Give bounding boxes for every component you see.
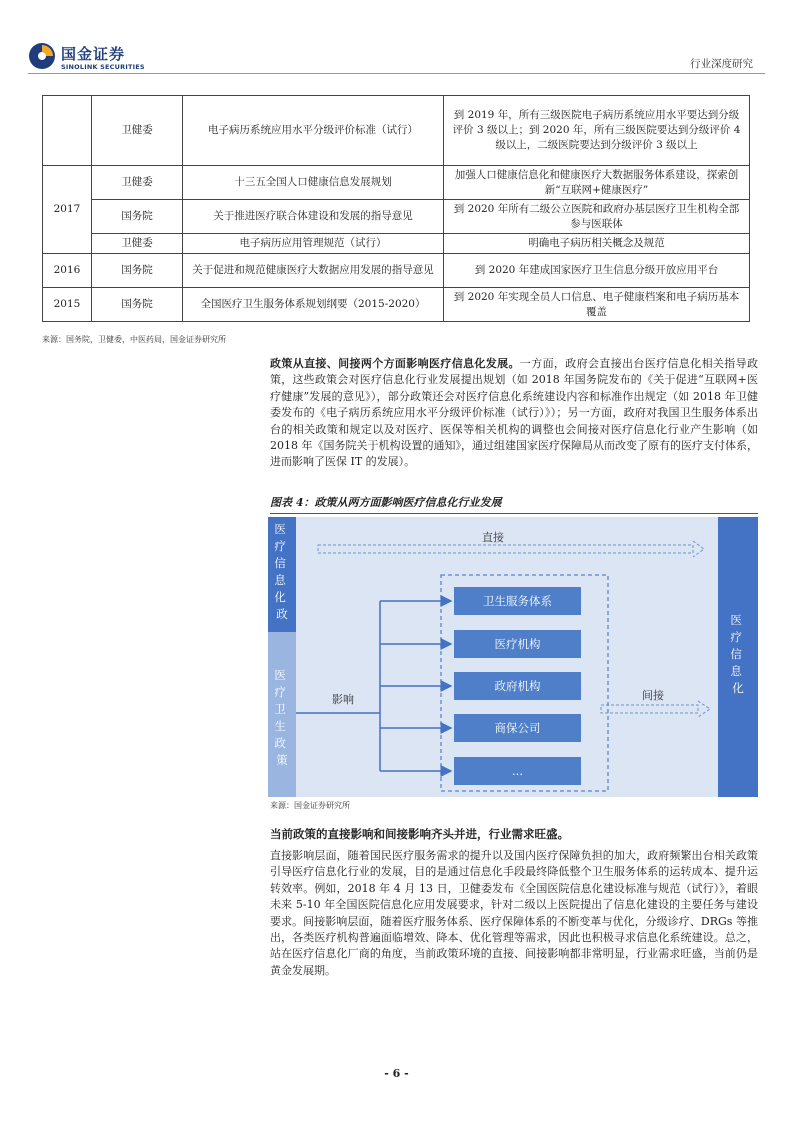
entity-label: 医疗机构: [494, 637, 541, 651]
figure-source: 来源：国金证券研究所: [270, 801, 350, 810]
page-number: - 6 -: [384, 1067, 409, 1080]
right-label: [730, 613, 745, 695]
left-bottom-char: 策: [276, 753, 288, 767]
table-row: [43, 234, 750, 254]
doc-cell: 十三五全国人口健康信息发展规划: [183, 166, 444, 200]
logo-text-en: SINOLINK SECURITIES: [61, 63, 145, 71]
left-top-char: 政: [276, 607, 288, 621]
year-cell: 2017: [43, 166, 92, 254]
logo-text-cn: 国金证券: [61, 45, 126, 63]
year-cell: [43, 96, 92, 166]
entity-label: 政府机构: [494, 679, 541, 693]
year-cell: 2016: [43, 254, 92, 288]
company-logo: [28, 42, 178, 76]
entity-label: 卫生服务体系: [483, 594, 552, 608]
indirect-label: 间接: [642, 689, 664, 702]
table-row: [43, 288, 750, 322]
org-cell: 国务院: [92, 288, 183, 322]
policy-table: [42, 95, 750, 322]
left-bottom-char: 卫: [274, 702, 286, 716]
target-cell: 加强人口健康信息化和健康医疗大数据服务体系建设，探索创新“互联网+健康医疗”: [444, 166, 750, 200]
right-char: 信: [730, 647, 742, 661]
org-cell: 卫健委: [92, 166, 183, 200]
policy-influence-diagram: [268, 517, 758, 797]
section-heading: 当前政策的直接影响和间接影响齐头并进，行业需求旺盛。: [270, 827, 569, 841]
doc-cell: 关于促进和规范健康医疗大数据应用发展的指导意见: [183, 254, 444, 288]
paragraph-text: 一方面，政府会直接出台医疗信息化相关指导政策，这些政策会对医疗信息化行业发展提出规划（如 2018 年国务院发布的《关于促进“互联网+医疗健康”发展的意见》），部分政策还会对医疗信息化系统建设内容和标准作出规定（如 2018 年卫健委发布的《电子病历系统应用水平分级评价标准（试行）》）；另一方面，政府对我国卫生服务体系出台的相关政策和规定以及对医疗、医保等相关机构的调整也会间接对医疗信息化行业产生影响（如 2018 年《国务院关于机构设置的通知》，通过组建国家医疗保障局从而改变了原有的医疗支付体系，进而影响了医保 IT 的发展）。: [270, 357, 759, 469]
logo-mark-icon: [28, 42, 56, 70]
direct-label: 直接: [482, 531, 504, 544]
org-cell: 国务院: [92, 200, 183, 234]
left-bottom-char: 医: [274, 668, 286, 682]
left-top-char: 信: [274, 556, 286, 570]
table-row: [43, 200, 750, 234]
left-bottom-char: 疗: [274, 685, 286, 699]
target-cell: 到 2020 年实现全员人口信息、电子健康档案和电子病历基本覆盖: [444, 288, 750, 322]
left-top-char: 医: [274, 522, 286, 536]
org-cell: 国务院: [92, 254, 183, 288]
org-cell: 卫健委: [92, 96, 183, 166]
left-top-char: 息: [274, 573, 286, 587]
table-source: 来源：国务院，卫健委，中医药局，国金证券研究所: [42, 335, 226, 344]
right-char: 医: [730, 613, 742, 627]
paragraph-lead: 政策从直接、间接两个方面影响医疗信息化发展。: [270, 357, 520, 370]
left-top-char: 化: [274, 590, 286, 604]
header-divider: [28, 73, 765, 74]
left-bottom-char: 生: [274, 719, 286, 733]
target-cell: 到 2019 年，所有三级医院电子病历系统应用水平要达到分级评价 3 级以上；到 2020 年，所有三级医院要达到分级评价 4 级以上，二级医院要达到分级评价 3 级以上: [444, 96, 750, 166]
body-paragraph: [270, 356, 758, 471]
right-char: 息: [730, 664, 742, 678]
doc-cell: 关于推进医疗联合体建设和发展的指导意见: [183, 200, 444, 234]
year-cell: 2015: [43, 288, 92, 322]
entity-label: 商保公司: [494, 721, 541, 735]
doc-cell: 电子病历系统应用水平分级评价标准（试行）: [183, 96, 444, 166]
body-paragraph: 直接影响层面，随着国民医疗服务需求的提升以及国内医疗保障负担的加大，政府频繁出台相关政策引导医疗信息化行业的发展，目的是通过信息化手段最终降低整个卫生服务体系的运转成本、提升运转效率。例如，2018 年 4 月 13 日，卫健委发布《全国医院信息化建设标准与规范（试行）》，着眼未来 5-10 年全国医院信息化应用发展要求，针对二级以上医院提出了信息化建设的主要任务与建设要求。间接影响层面，随着医疗服务体系、医疗保障体系的不断变革与优化，分级诊疗、DRGs 等推出，各类医疗机构普遍面临增效、降本、优化管理等需求，因此也积极寻求信息化系统建设。总之，站在医疗信息化厂商的角度，当前政策环境的直接、间接影响都非常明显，行业需求旺盛，当前仍是黄金发展期。: [270, 849, 758, 977]
right-char: 疗: [730, 630, 742, 644]
entity-label: ...: [512, 764, 523, 778]
figure-title: 图表 4：政策从两方面影响医疗信息化行业发展: [270, 494, 758, 514]
doc-cell: 电子病历应用管理规范（试行）: [183, 234, 444, 254]
table-row: [43, 254, 750, 288]
target-cell: 明确电子病历相关概念及规范: [444, 234, 750, 254]
org-cell: 卫健委: [92, 234, 183, 254]
left-top-char: 疗: [274, 539, 286, 553]
left-bottom-char: 政: [274, 736, 286, 750]
report-type: 行业深度研究: [690, 58, 753, 70]
target-cell: 到 2020 年所有二级公立医院和政府办基层医疗卫生机构全部参与医联体: [444, 200, 750, 234]
table-row: [43, 96, 750, 166]
target-cell: 到 2020 年建成国家医疗卫生信息分级开放应用平台: [444, 254, 750, 288]
right-char: 化: [732, 681, 744, 695]
influence-label: 影响: [332, 693, 354, 706]
doc-cell: 全国医疗卫生服务体系规划纲要（2015-2020）: [183, 288, 444, 322]
table-row: [43, 166, 750, 200]
